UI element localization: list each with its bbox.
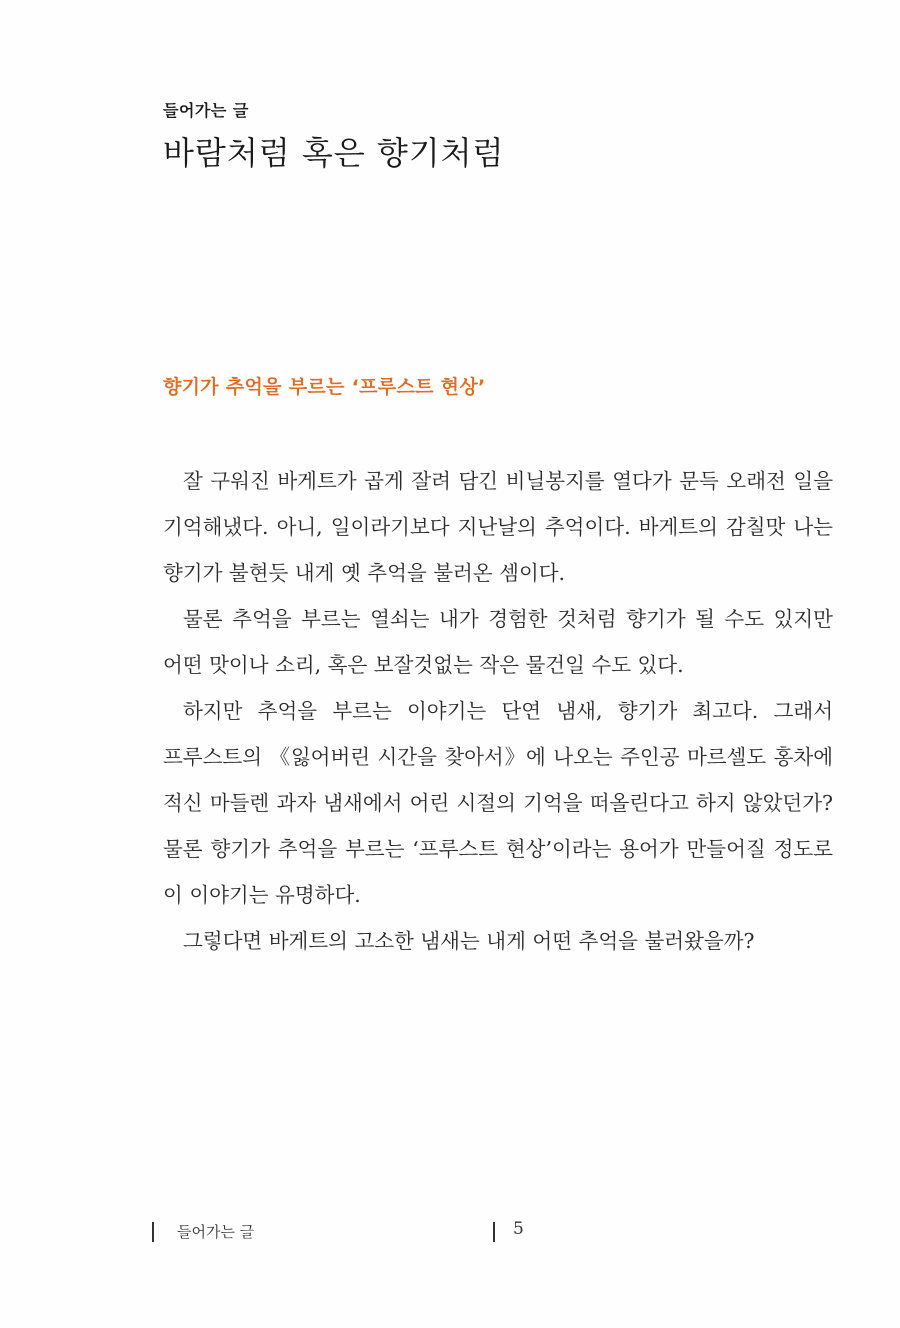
footer-chapter-label: 들어가는 글 <box>177 1223 255 1241</box>
footer-divider-right <box>493 1222 495 1242</box>
page-title: 바람처럼 혹은 향기처럼 <box>163 134 505 172</box>
page-number: 5 <box>513 1219 524 1239</box>
paragraph: 물론 추억을 부르는 열쇠는 내가 경험한 것처럼 향기가 될 수도 있지만 어떤 맛이나 소리, 혹은 보잘것없는 작은 물건일 수도 있다. <box>163 607 833 677</box>
paragraph: 그렇다면 바게트의 고소한 냄새는 내게 어떤 추억을 불러왔을까? <box>183 929 755 953</box>
paragraph: 잘 구워진 바게트가 곱게 잘려 담긴 비닐봉지를 열다가 문득 오래전 일을 기억해냈다. 아니, 일이라기보다 지난날의 추억이다. 바게트의 감칠맛 나는 향기가 불현듯 내게 옛 추억을 불러온 셈이다. <box>163 469 833 585</box>
footer-divider-left <box>152 1222 154 1242</box>
body-text <box>163 458 833 964</box>
section-heading: 향기가 추억을 부르는 ‘프루스트 현상’ <box>163 376 486 398</box>
chapter-label: 들어가는 글 <box>163 101 249 120</box>
paragraph: 하지만 추억을 부르는 이야기는 단연 냄새, 향기가 최고다. 그래서 프루스트의 《잃어버린 시간을 찾아서》에 나오는 주인공 마르셀도 홍차에 적신 마들렌 과자 냄새에서 어린 시절의 기억을 떠올린다고 하지 않았던가? 물론 향기가 추억을 부르는 ‘프루스트 현상’이라는 용어가 만들어질 정도로 이 이야기는 유명하다. <box>163 699 833 907</box>
